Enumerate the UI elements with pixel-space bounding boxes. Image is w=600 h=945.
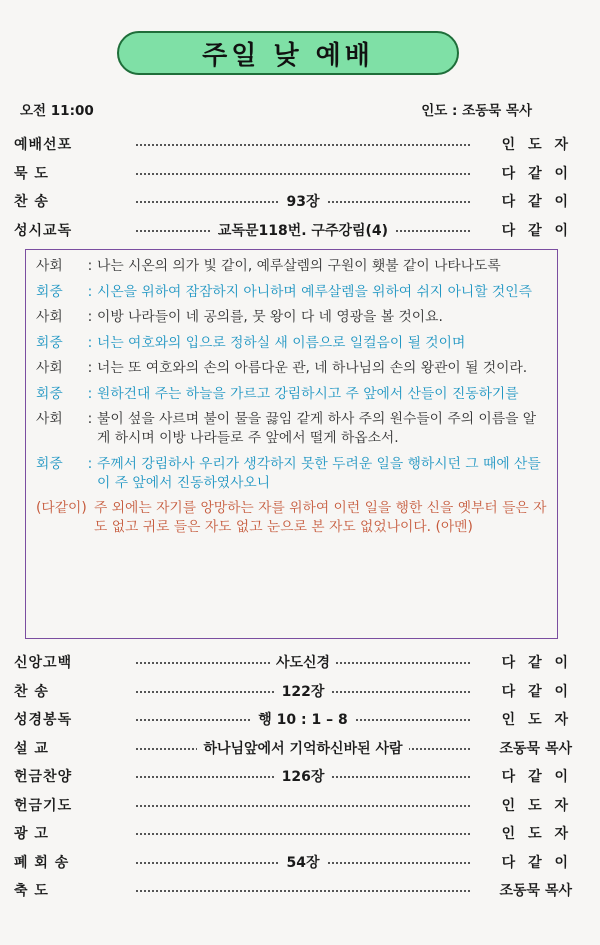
order-item xyxy=(14,848,574,877)
responsive-reading xyxy=(25,249,558,639)
reading-line: 사회 : 너는 또 여호와의 손의 아름다운 관, 네 하나님의 손의 왕관이 될 것이라. xyxy=(36,359,549,378)
order-item-label: 헌금찬양 xyxy=(14,769,73,786)
reading-text: 원하건대 주는 하늘을 가르고 강림하시고 주 앞에서 산들이 진동하기를 xyxy=(97,385,519,402)
order-item-text: 126장 xyxy=(276,766,331,786)
reading-text: 불이 섶을 사르며 불이 물을 끓임 같게 하사 주의 원수들이 주의 이름을 알게 하시며 이방 나라들로 주 앞에서 떨게 하옵소서. xyxy=(97,411,537,446)
order-item-who: 다 같 이 xyxy=(501,222,572,239)
order-item xyxy=(14,159,574,188)
order-item-label: 예배선포 xyxy=(14,137,73,154)
order-item-text: 사도신경 xyxy=(270,652,336,672)
reading-speaker: 사회 xyxy=(36,258,63,274)
reading-text: 이방 나라들이 네 공의를, 뭇 왕이 다 네 영광을 볼 것이요. xyxy=(97,309,443,325)
reading-speaker: 사회 xyxy=(36,411,63,427)
order-item-who: 인 도 자 xyxy=(501,797,572,814)
order-item-label: 신앙고백 xyxy=(14,655,73,672)
order-item-label: 설 교 xyxy=(14,740,49,757)
reading-speaker: 회중 xyxy=(36,455,63,472)
order-item xyxy=(14,876,574,905)
order-item-text: 행 10 : 1 – 8 xyxy=(252,709,353,729)
service-time: 오전 11:00 xyxy=(20,103,94,119)
reading-line: 사회 : 이방 나라들이 네 공의를, 뭇 왕이 다 네 영광을 볼 것이요. xyxy=(36,308,549,327)
reading-speaker: 회중 xyxy=(36,334,63,351)
order-item-text: 93장 xyxy=(280,191,325,211)
order-item xyxy=(14,677,574,706)
order-item-who: 인 도 자 xyxy=(501,712,572,729)
order-item-label: 축 도 xyxy=(14,883,49,900)
order-item-label: 폐 회 송 xyxy=(14,854,70,871)
reading-text: 너는 여호와의 입으로 정하실 새 이름으로 일컬음이 될 것이며 xyxy=(97,334,466,351)
order-of-worship-bottom xyxy=(14,648,574,905)
order-item-who: 다 같 이 xyxy=(501,683,572,700)
order-item xyxy=(14,791,574,820)
order-item-who: 다 같 이 xyxy=(501,769,572,786)
reading-speaker: 사회 xyxy=(36,360,63,376)
reading-line xyxy=(36,499,549,537)
order-item-label: 찬 송 xyxy=(14,683,49,700)
reading-speaker: (다같이) xyxy=(36,500,87,516)
reading-speaker: 사회 xyxy=(36,309,63,325)
order-item-text: 하나님앞에서 기억하신바된 사람 xyxy=(197,738,408,758)
order-item-label: 묵 도 xyxy=(14,165,49,182)
order-item-who: 인 도 자 xyxy=(501,826,572,843)
order-item-who: 인 도 자 xyxy=(501,137,572,154)
reading-text: 너는 또 여호와의 손의 아름다운 관, 네 하나님의 손의 왕관이 될 것이라. xyxy=(97,360,528,376)
order-item-label: 찬 송 xyxy=(14,194,49,211)
order-item-who: 다 같 이 xyxy=(501,655,572,672)
reading-speaker: 회중 xyxy=(36,283,63,300)
page-title: 주일 낮 예배 xyxy=(117,31,459,75)
reading-line: 사회 : 불이 섶을 사르며 불이 물을 끓임 같게 하사 주의 원수들이 주의 이름을 알게 하시며 이방 나라들로 주 앞에서 떨게 하옵소서. xyxy=(36,410,549,448)
order-item-who: 조동묵 목사 xyxy=(499,740,572,757)
order-item-who: 다 같 이 xyxy=(501,854,572,871)
order-item-text: 122장 xyxy=(276,681,331,701)
reading-line: 회중 : 너는 여호와의 입으로 정하실 새 이름으로 일컬음이 될 것이며 xyxy=(36,334,549,353)
order-item-label: 헌금기도 xyxy=(14,797,73,814)
reading-text: 시온을 위하여 잠잠하지 아니하며 예루살렘을 위하여 쉬지 아니할 것인즉 xyxy=(97,283,532,300)
order-item xyxy=(14,819,574,848)
order-item-label: 성시교독 xyxy=(14,222,73,239)
order-item xyxy=(14,705,574,734)
reading-line: 회중 : 원하건대 주는 하늘을 가르고 강림하시고 주 앞에서 산들이 진동하기를 xyxy=(36,385,549,404)
service-leader: 인도 : 조동묵 목사 xyxy=(421,103,532,119)
reading-line: 사회 : 나는 시온의 의가 빛 같이, 예루살렘의 구원이 횃불 같이 나타나도록 xyxy=(36,257,549,276)
reading-line: 회중 : 주께서 강림하사 우리가 생각하지 못한 두려운 일을 행하시던 그 때에 산들이 주 앞에서 진동하였사오니 xyxy=(36,455,549,493)
reading-text: 나는 시온의 의가 빛 같이, 예루살렘의 구원이 횃불 같이 나타나도록 xyxy=(97,258,501,274)
order-item-label: 성경봉독 xyxy=(14,712,73,729)
reading-line: 회중 : 시온을 위하여 잠잠하지 아니하며 예루살렘을 위하여 쉬지 아니할 것인즉 xyxy=(36,283,549,302)
reading-text: 주께서 강림하사 우리가 생각하지 못한 두려운 일을 행하시던 그 때에 산들이 주 앞에서 진동하였사오니 xyxy=(97,455,541,491)
order-item xyxy=(14,130,574,159)
order-item-text: 54장 xyxy=(280,852,325,872)
order-item-label: 광 고 xyxy=(14,826,49,843)
order-item-who: 다 같 이 xyxy=(501,194,572,211)
order-item xyxy=(14,187,574,216)
order-item xyxy=(14,648,574,677)
reading-text: 주 외에는 자기를 앙망하는 자를 위하여 이런 일을 행한 신을 옛부터 들은 자도 없고 귀로 들은 자도 없고 눈으로 본 자도 없었나이다. (아멘) xyxy=(94,500,547,535)
order-item-who: 조동묵 목사 xyxy=(499,883,572,900)
order-item-text: 교독문118번. 구주강림(4) xyxy=(212,220,394,240)
order-item xyxy=(14,216,574,245)
order-of-worship-top xyxy=(14,130,574,244)
order-item xyxy=(14,762,574,791)
order-item-who: 다 같 이 xyxy=(501,165,572,182)
reading-speaker: 회중 xyxy=(36,385,63,402)
order-item xyxy=(14,734,574,763)
